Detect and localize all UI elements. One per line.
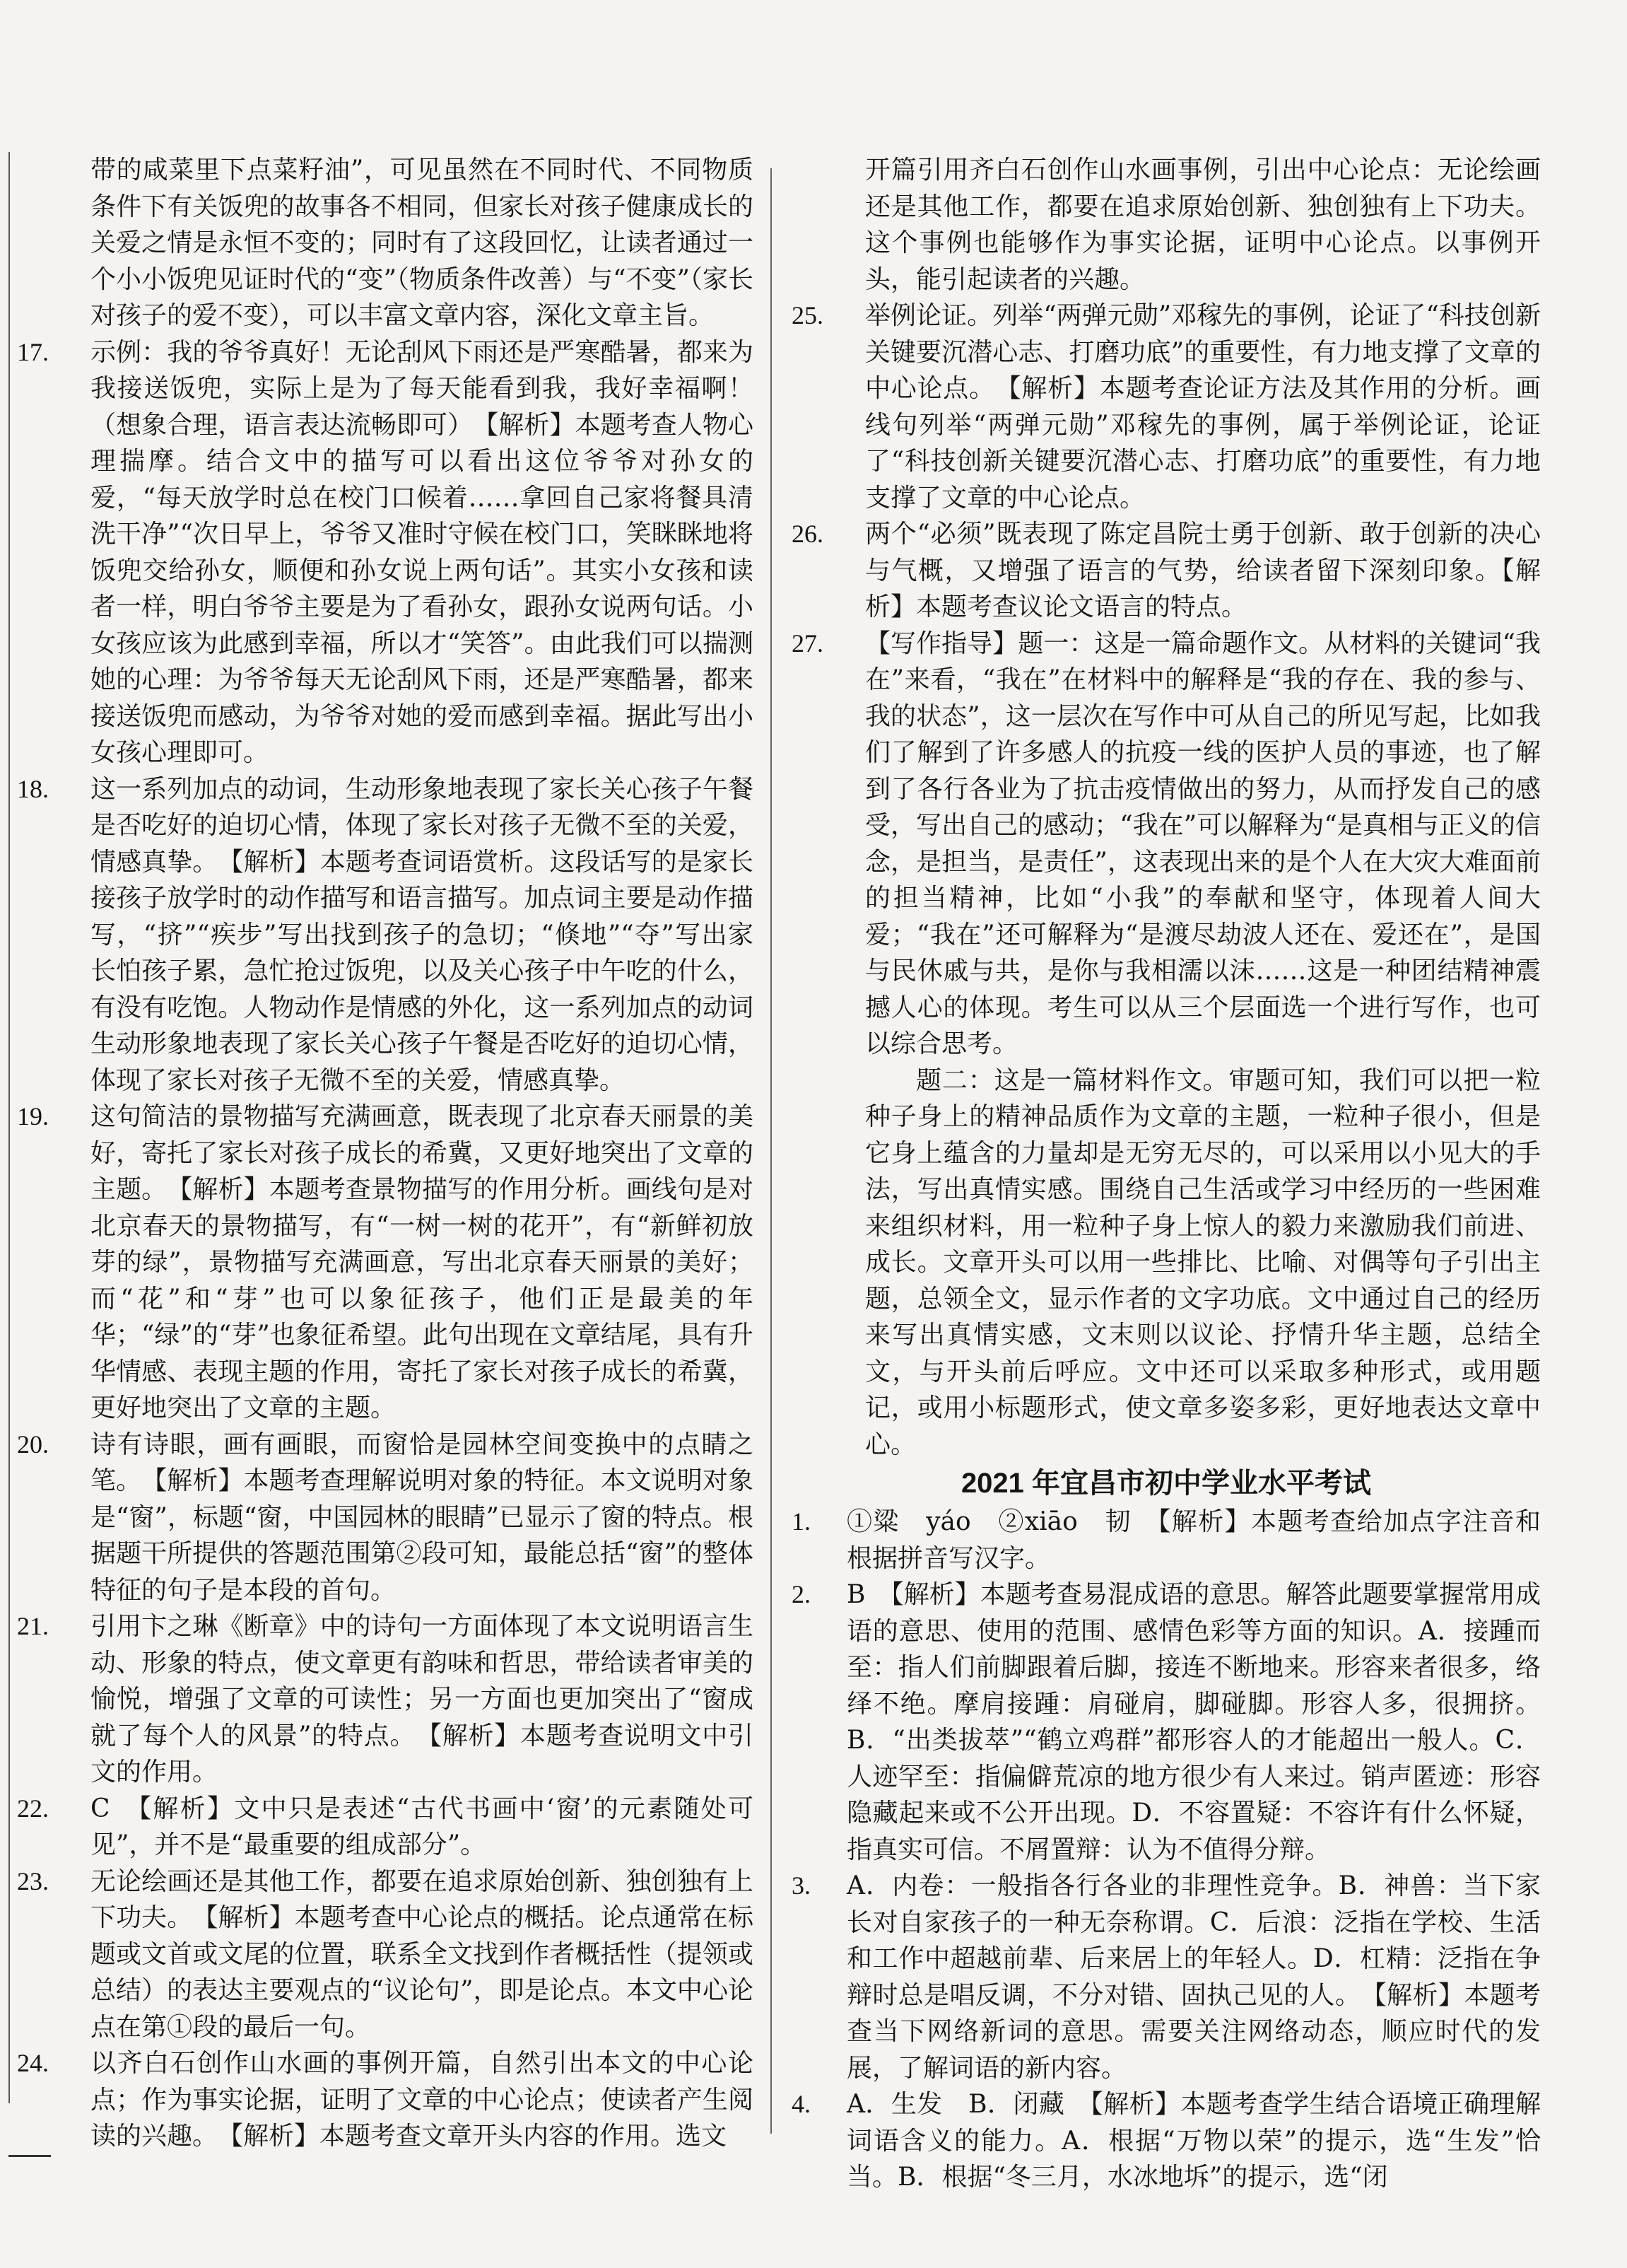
- answer-text: 两个“必须”既表现了陈定昌院士勇于创新、敢于创新的决心与气概，又增强了语言的气势，给读者留下深刻印象。【解析】本题考查议论文语言的特点。: [865, 520, 1541, 621]
- answer-number: 2.: [792, 1580, 811, 1608]
- answer-item: [792, 1504, 1541, 1577]
- answer-text: 开篇引用齐白石创作山水画事例，引出中心论点：无论绘画还是其他工作，都要在追求原始创新、独创独有上下功夫。这个事例也能够作为事实论据，证明中心论点。以事例开头，能引起读者的兴趣。: [865, 156, 1541, 294]
- answer-number: 27.: [792, 629, 823, 657]
- answer-text: A．生发 B．闭藏 【解析】本题考查学生结合语境正确理解词语含义的能力。A．根据“万物以荣”的提示，选“生发”恰当。B．根据“冬三月，水冰地坼”的提示，选“闭: [847, 2090, 1541, 2192]
- answer-text: 举例论证。列举“两弹元勋”邓稼先的事例，论证了“科技创新关键要沉潜心志、打磨功底”的重要性，有力地支撑了文章的中心论点。 【解析】本题考查论证方法及其作用的分析。画线句列举“两弹元勋”邓稼先的事例，属于举例论证，论证了“科技创新关键要沉潜心志、打磨功底”的重要性，有力地支撑了文章的中心论点。: [865, 301, 1541, 513]
- answer-number: 23.: [17, 1866, 49, 1895]
- answer-item: [17, 334, 753, 771]
- answer-item: [17, 771, 753, 1099]
- answer-text: 【写作指导】题一：这是一篇命题作文。从材料的关键词“我在”来看，“我在”在材料中的解释是“我的存在、我的参与、我的状态”，这一层次在写作中可从自己的所见写起，比如我们了解到了许多感人的抗疫一线的医护人员的事迹，也了解到了各行各业为了抗击疫情做出的努力，从而抒发自己的感受，写出自己的感动；“我在”可以解释为“是真相与正义的信念，是担当，是责任”，这表现出来的是个人在大灾大难面前的担当精神，比如“小我”的奉献和坚守，体现着人间大爱；“我在”还可解释为“是渡尽劫波人还在、爱还在”，是国与民休戚与共，是你与我相濡以沫……这是一种团结精神震撼人心的体现。考生可以从三个层面选一个进行写作，也可以综合思考。: [865, 629, 1541, 1058]
- answer-text: 题二：这是一篇材料作文。审题可知，我们可以把一粒种子身上的精神品质作为文章的主题，一粒种子很小，但是它身上蕴含的力量却是无穷无尽的，可以采用以小见大的手法，写出真情实感。围绕自己生活或学习中经历的一些困难来组织材料，用一粒种子身上惊人的毅力来激励我们前进、成长。文章开头可以用一些排比、比喻、对偶等句子引出主题，总领全文，显示作者的文字功底。文中通过自己的经历来写出真情实感，文末则以议论、抒情升华主题，总结全文，与开头前后呼应。文中还可以采取多种形式，或用题记，或用小标题形式，使文章多姿多彩，更好地表达文章中心。: [865, 1065, 1541, 1459]
- answer-number: 22.: [17, 1794, 49, 1823]
- answer-item: [792, 2086, 1541, 2196]
- answer-item: [17, 2045, 753, 2155]
- answer-number: 26.: [792, 520, 823, 548]
- answer-text: 无论绘画还是其他工作，都要在追求原始创新、独创独有上下功夫。 【解析】本题考查中心论点的概括。论点通常在标题或文首或文尾的位置，联系全文找到作者概括性（提领或总结）的表达主要观点的“议论句”，即是论点。本文中心论点在第①段的最后一句。: [90, 1866, 753, 2042]
- answer-number: 19.: [17, 1102, 49, 1130]
- answer-item: [792, 516, 1541, 626]
- answer-item: [17, 1608, 753, 1791]
- answer-item: [17, 1099, 753, 1427]
- section-title: 2021 年宜昌市初中学业水平考试: [961, 1468, 1372, 1499]
- answer-number: 25.: [792, 301, 823, 329]
- right-column: [792, 152, 1541, 2196]
- answer-number: 1.: [792, 1507, 811, 1536]
- answer-text: ①粱 yáo ②xiāo 韧 【解析】本题考查给加点字注音和根据拼音写汉字。: [847, 1507, 1541, 1573]
- answer-item: [792, 1063, 1541, 1463]
- answer-number: 3.: [792, 1871, 811, 1900]
- answer-text: B 【解析】本题考查易混成语的意思。解答此题要掌握常用成语的意思、使用的范围、感情色彩等方面的知识。A．接踵而至：指人们前脚跟着后脚，接连不断地来。形容来者很多，络绎不绝。摩肩接踵：肩碰肩，脚碰脚。形容人多，很拥挤。B．“出类拔萃”“鹤立鸡群”都形容人的才能超出一般人。C．人迹罕至：指偏僻荒凉的地方很少有人来过。销声匿迹：形容隐藏起来或不公开出现。D．不容置疑：不容许有什么怀疑，指真实可信。不屑置辩：认为不值得分辩。: [847, 1580, 1541, 1864]
- answer-number: 17.: [17, 337, 49, 366]
- answer-number: 18.: [17, 774, 49, 803]
- answer-number: 24.: [17, 2049, 49, 2077]
- column-divider: [770, 168, 772, 2134]
- answer-item: [17, 1791, 753, 1864]
- answer-text: 诗有诗眼，画有画眼，而窗恰是园林空间变换中的点睛之笔。 【解析】本题考查理解说明对象的特征。本文说明对象是“窗”，标题“窗，中国园林的眼睛”已显示了窗的特点。根据题干所提供的答题范围第②段可知，最能总括“窗”的整体特征的句子是本段的首句。: [90, 1430, 753, 1605]
- answer-number: 20.: [17, 1430, 49, 1459]
- left-margin-rule: [8, 152, 10, 2103]
- answer-text: A．内卷：一般指各行各业的非理性竞争。B．神兽：当下家长对自家孩子的一种无奈称谓。C．后浪：泛指在学校、生活和工作中超越前辈、后来居上的年轻人。D．杠精：泛指在争辩时总是唱反调，不分对错、固执己见的人。 【解析】本题考查当下网络新词的意思。需要关注网络动态，顺应时代的发展，了解词语的新内容。: [847, 1871, 1541, 2083]
- answer-text: 引用卞之琳《断章》中的诗句一方面体现了本文说明语言生动、形象的特点，使文章更有韵味和哲思，带给读者审美的愉悦，增强了文章的可读性；另一方面也更加突出了“窗成就了每个人的风景”的特点。 【解析】本题考查说明文中引文的作用。: [90, 1612, 753, 1787]
- answer-text: 这句简洁的景物描写充满画意，既表现了北京春天丽景的美好，寄托了家长对孩子成长的希冀，又更好地突出了文章的主题。 【解析】本题考查景物描写的作用分析。画线句是对北京春天的景物描写，有“一树一树的花开”，有“新鲜初放芽的绿”，景物描写充满画意，写出北京春天丽景的美好；而“花”和“芽”也可以象征孩子，他们正是最美的年华；“绿”的“芽”也象征希望。此句出现在文章结尾，具有升华情感、表现主题的作用，寄托了家长对孩子成长的希冀，更好地突出了文章的主题。: [90, 1102, 753, 1422]
- answer-item: [792, 1577, 1541, 1868]
- answer-item: [792, 626, 1541, 1063]
- answer-item: [792, 152, 1541, 298]
- answer-item: [17, 1864, 753, 2046]
- answer-text: C 【解析】文中只是表述“古代书画中‘窗’的元素随处可见”，并不是“最重要的组成部分”。: [90, 1794, 753, 1859]
- answer-item: [792, 1868, 1541, 2086]
- answer-item: [17, 1427, 753, 1609]
- answer-text: 示例：我的爷爷真好！无论刮风下雨还是严寒酷暑，都来为我接送饭兜，实际上是为了每天能看到我，我好幸福啊！（想象合理，语言表达流畅即可） 【解析】本题考查人物心理揣摩。结合文中的描写可以看出这位爷爷对孙女的爱，“每天放学时总在校门口候着……拿回自己家将餐具清洗干净”“次日早上，爷爷又准时守候在校门口，笑眯眯地将饭兜交给孙女，顺便和孙女说上两句话”。其实小女孩和读者一样，明白爷爷主要是为了看孙女，跟孙女说两句话。小女孩应该为此感到幸福，所以才“笑答”。由此我们可以揣测她的心理：为爷爷每天无论刮风下雨，还是严寒酷暑，都来接送饭兜而感动，为爷爷对她的爱而感到幸福。据此写出小女孩心理即可。: [90, 337, 753, 767]
- answer-number: 21.: [17, 1612, 49, 1640]
- footer-rule: [8, 2155, 51, 2157]
- answer-text: 以齐白石创作山水画的事例开篇，自然引出本文的中心论点；作为事实论据，证明了文章的中心论点；使读者产生阅读的兴趣。 【解析】本题考查文章开头内容的作用。选文: [90, 2049, 753, 2151]
- answer-text: 这一系列加点的动词，生动形象地表现了家长关心孩子午餐是否吃好的迫切心情，体现了家长对孩子无微不至的关爱，情感真挚。 【解析】本题考查词语赏析。这段话写的是家长接孩子放学时的动作描写和语言描写。加点词主要是动作描写，“挤”“疾步”写出找到孩子的急切；“倏地”“夺”写出家长怕孩子累，急忙抢过饭兜，以及关心孩子中午吃的什么，有没有吃饱。人物动作是情感的外化，这一系列加点的动词生动形象地表现了家长关心孩子午餐是否吃好的迫切心情，体现了家长对孩子无微不至的关爱，情感真挚。: [90, 774, 753, 1095]
- answer-item: [17, 152, 753, 334]
- answer-text: 带的咸菜里下点菜籽油”，可见虽然在不同时代、不同物质条件下有关饭兜的故事各不相同，但家长对孩子健康成长的关爱之情是永恒不变的；同时有了这段回忆，让读者通过一个小小饭兜见证时代的“变”（物质条件改善）与“不变”（家长对孩子的爱不变），可以丰富文章内容，深化文章主旨。: [90, 156, 753, 330]
- answer-number: 4.: [792, 2090, 811, 2118]
- left-column: [17, 152, 753, 2155]
- answer-item: [792, 298, 1541, 516]
